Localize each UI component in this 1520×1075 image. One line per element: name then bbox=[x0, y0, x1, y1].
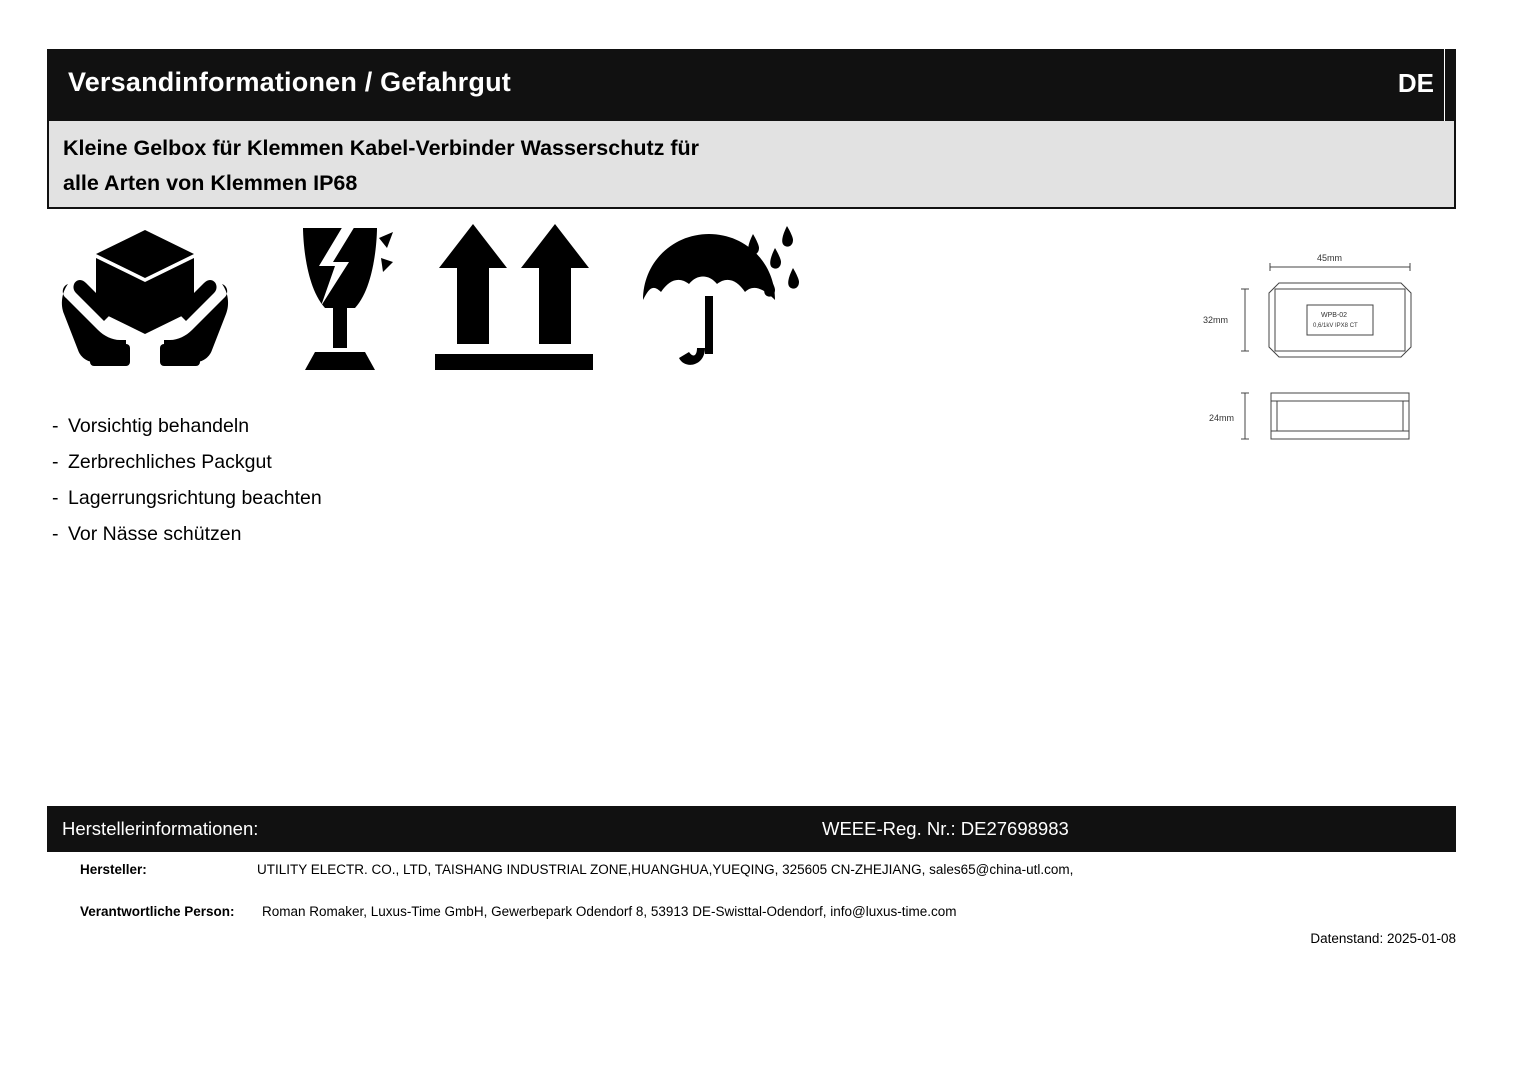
header-divider bbox=[1444, 49, 1445, 121]
datestamp: Datenstand: 2025-01-08 bbox=[1310, 931, 1456, 946]
list-item-label: Lagerrungsrichtung beachten bbox=[68, 487, 322, 509]
keep-dry-umbrella-icon bbox=[635, 222, 800, 377]
fragile-glass-icon bbox=[285, 222, 395, 377]
list-item-label: Zerbrechliches Packgut bbox=[68, 451, 272, 473]
manufacturer-value: UTILITY ELECTR. CO., LTD, TAISHANG INDUSTRIAL ZONE,HUANGHUA,YUEQING, 325605 CN-ZHEJIANG, sales65@china-utl.com, bbox=[257, 862, 1074, 877]
list-item bbox=[52, 516, 672, 552]
list-item bbox=[52, 408, 672, 444]
this-way-up-arrows-icon bbox=[435, 222, 595, 377]
document-header bbox=[47, 49, 1456, 121]
manufacturer-information-label: Herstellerinformationen: bbox=[62, 818, 259, 839]
list-item bbox=[52, 444, 672, 480]
bullet-dash: - bbox=[52, 487, 59, 509]
handle-with-care-icon bbox=[60, 222, 230, 377]
bullet-dash: - bbox=[52, 523, 59, 545]
product-subtitle-line-1: Kleine Gelbox für Klemmen Kabel-Verbinder Wasserschutz für bbox=[63, 136, 700, 160]
responsible-person-value: Roman Romaker, Luxus-Time GmbH, Gewerbepark Odendorf 8, 53913 DE-Swisttal-Odendorf, info@luxus-time.com bbox=[262, 904, 957, 919]
drawing-depth-label: 32mm bbox=[1203, 315, 1229, 325]
pictogram-row bbox=[60, 222, 820, 382]
manufacturer-label: Hersteller: bbox=[80, 862, 147, 877]
drawing-part-code: WPB-02 bbox=[1321, 312, 1348, 319]
drawing-height-label: 24mm bbox=[1209, 413, 1235, 423]
product-subtitle-block bbox=[47, 121, 1456, 209]
product-dimension-drawing bbox=[1195, 243, 1435, 473]
handling-instructions-list bbox=[52, 408, 672, 552]
page-title: Versandinformationen / Gefahrgut bbox=[68, 67, 511, 97]
bullet-dash: - bbox=[52, 451, 59, 473]
weee-registration-number: WEEE-Reg. Nr.: DE27698983 bbox=[822, 818, 1069, 839]
responsible-person-label: Verantwortliche Person: bbox=[80, 904, 235, 919]
product-subtitle-line-2: alle Arten von Klemmen IP68 bbox=[63, 171, 358, 195]
manufacturer-information-band bbox=[47, 806, 1456, 852]
bullet-dash: - bbox=[52, 415, 59, 437]
drawing-width-label: 45mm bbox=[1317, 253, 1343, 263]
list-item bbox=[52, 480, 672, 516]
language-badge: DE bbox=[1397, 68, 1434, 98]
drawing-part-rating: 0,6/1kV IPX8 CT bbox=[1313, 323, 1358, 329]
list-item-label: Vorsichtig behandeln bbox=[68, 415, 250, 437]
product-subtitle bbox=[63, 131, 1163, 201]
list-item-label: Vor Nässe schützen bbox=[68, 523, 242, 545]
